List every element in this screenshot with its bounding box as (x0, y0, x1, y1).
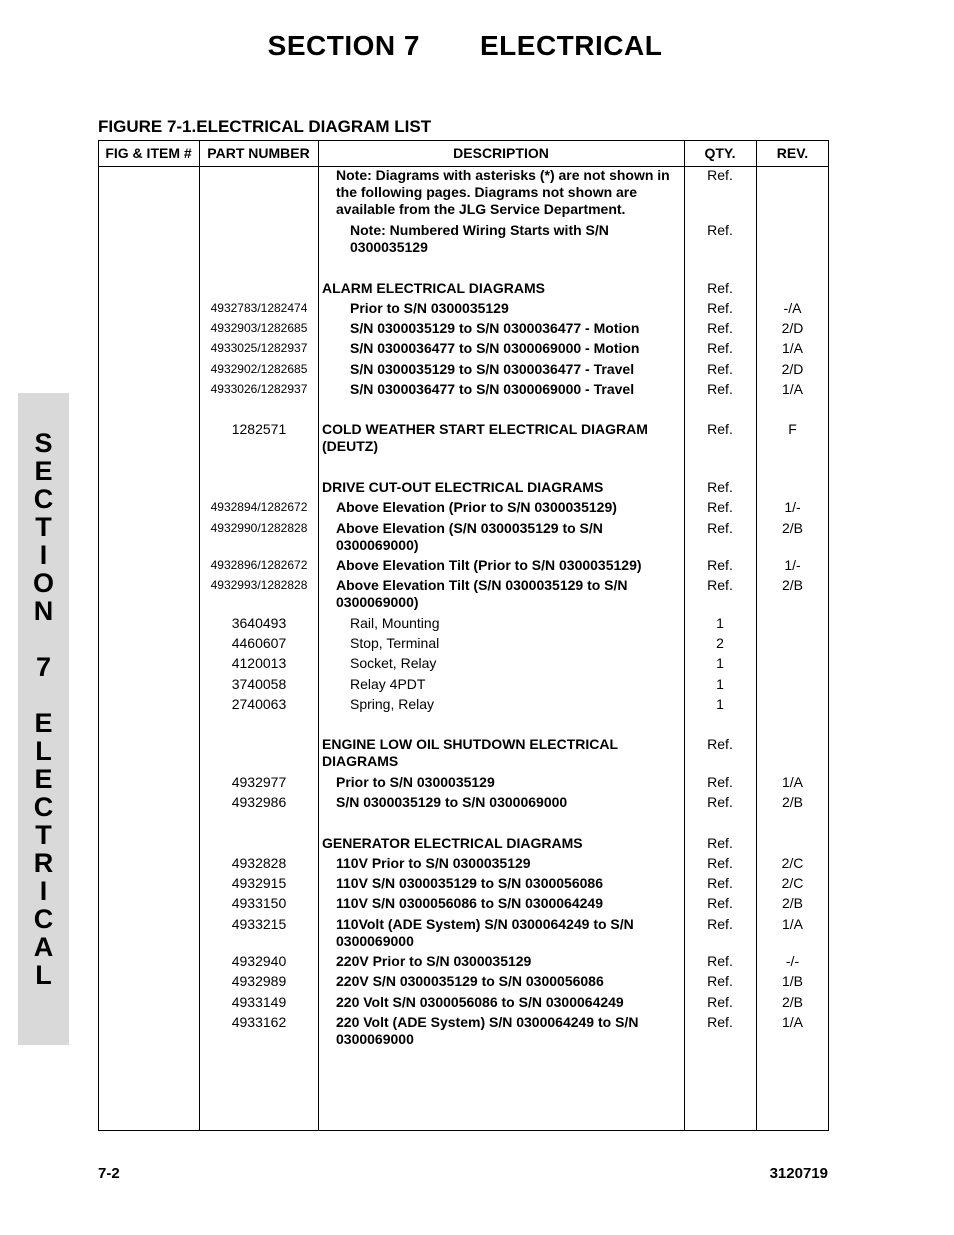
qty-cell: Ref. (707, 421, 733, 437)
side-tab-letter: C (33, 484, 54, 514)
part-number-cell: 4460607 (231, 635, 287, 651)
rev-cell: F (788, 421, 797, 437)
side-tab-letter: I (39, 540, 48, 570)
rev-cell: 2/B (781, 895, 803, 911)
description-cell: Rail, Mounting (350, 615, 440, 631)
description-cell: Above Elevation Tilt (Prior to S/N 0300035129) (336, 557, 642, 573)
side-tab-letter: I (39, 876, 48, 906)
description-cell: S/N 0300035129 to S/N 0300036477 - Travel (350, 361, 635, 377)
part-number-cell: 3740058 (231, 676, 287, 692)
part-number-cell: 1282571 (231, 421, 287, 437)
qty-cell: Ref. (707, 994, 733, 1010)
part-number-cell: 4932894/1282672 (210, 500, 308, 514)
part-number-cell: 4933149 (231, 994, 287, 1010)
description-cell: Spring, Relay (350, 696, 435, 712)
description-cell: 110V S/N 0300056086 to S/N 0300064249 (336, 895, 603, 911)
qty-cell: Ref. (707, 1014, 733, 1030)
part-number-cell: 4933162 (231, 1014, 287, 1030)
description-cell: Above Elevation (Prior to S/N 0300035129) (336, 499, 617, 515)
rev-cell: 1/A (781, 916, 803, 932)
part-number-cell: 4932989 (231, 973, 287, 989)
rev-cell: 1/B (781, 973, 803, 989)
qty-cell: 1 (716, 676, 724, 692)
rev-cell: 2/B (781, 994, 803, 1010)
qty-cell: Ref. (707, 916, 733, 932)
qty-cell: Ref. (707, 855, 733, 871)
part-number-cell: 4932940 (231, 953, 287, 969)
rev-cell: 2/C (781, 875, 804, 891)
part-number-cell: 4932902/1282685 (210, 362, 308, 376)
description-cell: ALARM ELECTRICAL DIAGRAMS (322, 280, 545, 296)
qty-cell: Ref. (707, 835, 733, 851)
rev-cell: 1/A (781, 381, 803, 397)
section-side-tab (18, 393, 69, 1045)
rev-cell: 2/D (781, 320, 804, 336)
description-cell: 220 Volt S/N 0300056086 to S/N 0300064249 (336, 994, 624, 1010)
rev-cell: 2/B (781, 520, 803, 536)
side-tab-letter: N (33, 596, 54, 626)
part-number-cell: 4932903/1282685 (210, 321, 308, 335)
qty-cell: Ref. (707, 577, 733, 593)
qty-cell: Ref. (707, 774, 733, 790)
side-tab-letter: C (33, 792, 54, 822)
rev-cell: 1/A (781, 774, 803, 790)
rev-cell: 1/- (784, 499, 801, 515)
column-divider (318, 140, 319, 1131)
part-number-cell: 4932993/1282828 (210, 578, 308, 592)
qty-cell: Ref. (707, 895, 733, 911)
part-number-cell: 4120013 (231, 655, 287, 671)
part-number-cell: 4932896/1282672 (210, 558, 308, 572)
rev-cell: 1/A (781, 1014, 803, 1030)
document-number: 3120719 (769, 1165, 828, 1182)
side-tab-letter: L (35, 736, 52, 766)
rev-cell: 2/D (781, 361, 804, 377)
description-cell: DRIVE CUT-OUT ELECTRICAL DIAGRAMS (322, 479, 604, 495)
figure-title: FIGURE 7-1.ELECTRICAL DIAGRAM LIST (98, 117, 432, 136)
part-number-cell: 2740063 (231, 696, 287, 712)
qty-cell: Ref. (707, 736, 733, 752)
qty-cell: Ref. (707, 973, 733, 989)
qty-cell: Ref. (707, 953, 733, 969)
qty-cell: Ref. (707, 499, 733, 515)
qty-cell: 2 (716, 635, 724, 651)
side-tab-letter: E (34, 764, 53, 794)
qty-cell: Ref. (707, 520, 733, 536)
col-header-part-number: PART NUMBER (207, 145, 310, 161)
description-cell: Prior to S/N 0300035129 (336, 774, 495, 790)
page-number: 7-2 (98, 1165, 120, 1182)
rev-cell: 2/C (781, 855, 804, 871)
section-name: ELECTRICAL (479, 30, 663, 61)
rev-cell: 2/B (781, 577, 803, 593)
part-number-cell: 4932783/1282474 (210, 301, 308, 315)
description-cell: 110V S/N 0300035129 to S/N 0300056086 (336, 875, 603, 891)
col-header-fig-item: FIG & ITEM # (105, 145, 192, 161)
description-cell: S/N 0300035129 to S/N 0300069000 (336, 794, 568, 810)
side-tab-letter: T (35, 512, 52, 542)
description-cell: Prior to S/N 0300035129 (350, 300, 509, 316)
side-tab-letter: S (34, 428, 53, 458)
description-cell: Above Elevation Tilt (S/N 0300035129 to S/N 0300069000) (336, 577, 628, 610)
qty-cell: Ref. (707, 222, 733, 238)
part-number-cell: 4932977 (231, 774, 287, 790)
description-cell: S/N 0300036477 to S/N 0300069000 - Motion (350, 340, 640, 356)
rev-cell: 1/A (781, 340, 803, 356)
qty-cell: Ref. (707, 557, 733, 573)
qty-cell: Ref. (707, 167, 733, 183)
side-tab-letter: O (32, 568, 54, 598)
side-tab-space (18, 681, 69, 709)
description-cell: 110Volt (ADE System) S/N 0300064249 to S/N 0300069000 (336, 916, 634, 949)
part-number-cell: 4933025/1282937 (210, 341, 308, 355)
part-number-cell: 4932990/1282828 (210, 521, 308, 535)
col-header-description: DESCRIPTION (453, 145, 549, 161)
qty-cell: Ref. (707, 340, 733, 356)
description-cell: Relay 4PDT (350, 676, 426, 692)
side-tab-letter: A (33, 932, 54, 962)
part-number-cell: 4932915 (231, 875, 287, 891)
part-number-cell: 4933026/1282937 (210, 382, 308, 396)
side-tab-letter: 7 (35, 652, 52, 682)
page-title (0, 30, 930, 62)
description-cell: 220V Prior to S/N 0300035129 (336, 953, 532, 969)
part-number-cell: 4932986 (231, 794, 287, 810)
description-cell: ENGINE LOW OIL SHUTDOWN ELECTRICAL DIAGRAMS (322, 736, 618, 769)
description-cell: S/N 0300036477 to S/N 0300069000 - Travel (350, 381, 635, 397)
rev-cell: -/- (785, 953, 800, 969)
description-cell: GENERATOR ELECTRICAL DIAGRAMS (322, 835, 583, 851)
rev-cell: -/A (783, 300, 802, 316)
qty-cell: 1 (716, 696, 724, 712)
col-header-rev: REV. (776, 145, 809, 161)
qty-cell: Ref. (707, 361, 733, 377)
description-cell: 220 Volt (ADE System) S/N 0300064249 to S/N 0300069000 (336, 1014, 639, 1047)
description-cell: COLD WEATHER START ELECTRICAL DIAGRAM (DEUTZ) (322, 421, 648, 454)
qty-cell: Ref. (707, 794, 733, 810)
qty-cell: Ref. (707, 875, 733, 891)
side-tab-letters (18, 429, 69, 989)
side-tab-letter: C (33, 904, 54, 934)
side-tab-letter: L (35, 960, 52, 990)
qty-cell: Ref. (707, 280, 733, 296)
side-tab-space (18, 625, 69, 653)
side-tab-letter: E (34, 708, 53, 738)
description-cell: Stop, Terminal (350, 635, 440, 651)
qty-cell: Ref. (707, 479, 733, 495)
section-number: SECTION 7 (267, 30, 420, 61)
description-cell: Note: Diagrams with asterisks (*) are not shown in the following pages. Diagrams not shown are available from the JLG Service Department. (336, 167, 670, 217)
col-header-qty: QTY. (704, 145, 736, 161)
rev-cell: 2/B (781, 794, 803, 810)
description-cell: S/N 0300035129 to S/N 0300036477 - Motion (350, 320, 640, 336)
part-number-cell: 3640493 (231, 615, 287, 631)
description-cell: 110V Prior to S/N 0300035129 (336, 855, 531, 871)
description-cell: Socket, Relay (350, 655, 437, 671)
qty-cell: 1 (716, 615, 724, 631)
qty-cell: 1 (716, 655, 724, 671)
description-cell: Note: Numbered Wiring Starts with S/N 0300035129 (350, 222, 609, 255)
description-cell: Above Elevation (S/N 0300035129 to S/N 0300069000) (336, 520, 603, 553)
qty-cell: Ref. (707, 381, 733, 397)
rev-cell: 1/- (784, 557, 801, 573)
side-tab-letter: T (35, 820, 52, 850)
part-number-cell: 4933150 (231, 895, 287, 911)
side-tab-letter: E (34, 456, 53, 486)
description-cell: 220V S/N 0300035129 to S/N 0300056086 (336, 973, 604, 989)
side-tab-letter: R (33, 848, 54, 878)
qty-cell: Ref. (707, 320, 733, 336)
qty-cell: Ref. (707, 300, 733, 316)
part-number-cell: 4933215 (231, 916, 287, 932)
part-number-cell: 4932828 (231, 855, 287, 871)
